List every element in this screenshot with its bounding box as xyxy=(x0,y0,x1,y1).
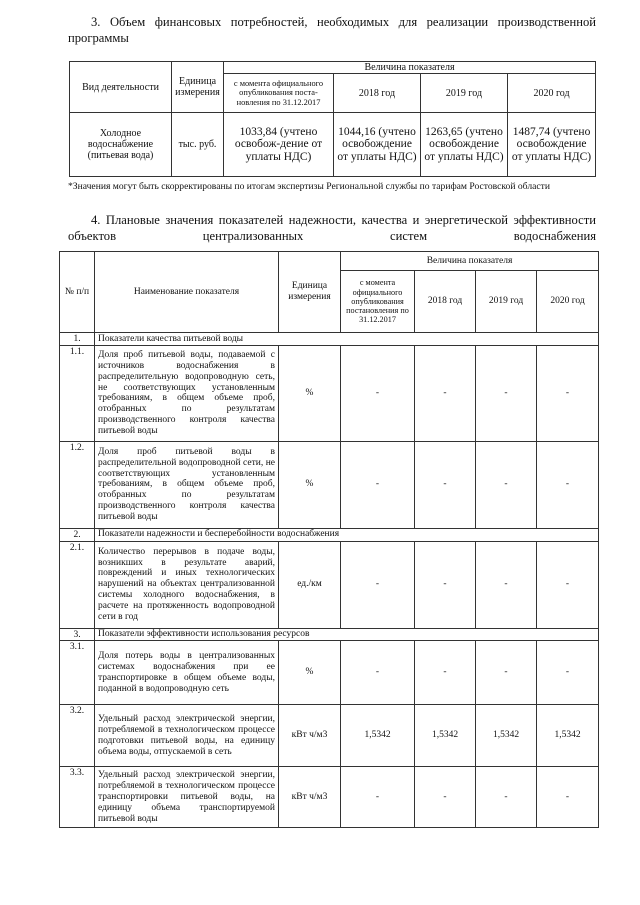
col-2020-header: 2020 год xyxy=(537,271,599,333)
value-2018-cell: - xyxy=(415,541,476,628)
col-2019-header: 2019 год xyxy=(476,271,537,333)
value-2019-cell: - xyxy=(476,441,537,528)
value-since-cell: - xyxy=(341,641,415,705)
value-2019-cell: 1,5342 xyxy=(476,705,537,767)
col-since-header: с момента официального опубликования поста-новления по 31.12.2017 xyxy=(224,74,334,113)
unit-cell: кВт ч/м3 xyxy=(279,767,341,828)
value-2020-cell: - xyxy=(537,441,599,528)
unit-cell: % xyxy=(279,641,341,705)
row-number: 2.1. xyxy=(60,541,95,628)
table-row xyxy=(60,345,599,441)
row-number: 3.1. xyxy=(60,641,95,705)
col-num-header: № п/п xyxy=(60,252,95,333)
section-row xyxy=(60,333,599,346)
section-3-heading: 3. Объем финансовых потребностей, необходимых для реализации производственной программы xyxy=(68,15,596,45)
row-number: 1.2. xyxy=(60,441,95,528)
section-row xyxy=(60,628,599,641)
section-title: Показатели качества питьевой воды xyxy=(95,333,599,346)
value-since-cell: 1033,84 (учтено освобож-дение от уплаты НДС) xyxy=(224,113,334,177)
row-number: 1.1. xyxy=(60,345,95,441)
value-2020-cell: - xyxy=(537,345,599,441)
col-activity-header: Вид деятельности xyxy=(70,62,172,113)
unit-cell: тыс. руб. xyxy=(172,113,224,177)
table-row xyxy=(60,705,599,767)
table-row xyxy=(60,441,599,528)
value-2019-cell: 1263,65 (учтено освобождение от уплаты НДС) xyxy=(421,113,508,177)
value-2018-cell: - xyxy=(415,441,476,528)
value-2018-cell: 1,5342 xyxy=(415,705,476,767)
section-title: Показатели надежности и бесперебойности водоснабжения xyxy=(95,528,599,541)
value-2018-cell: 1044,16 (учтено освобождение от уплаты НДС) xyxy=(334,113,421,177)
value-since-cell: 1,5342 xyxy=(341,705,415,767)
value-2020-cell: - xyxy=(537,541,599,628)
section-number: 2. xyxy=(60,528,95,541)
col-2020-header: 2020 год xyxy=(508,74,596,113)
reliability-indicators-table xyxy=(59,251,599,828)
value-2020-cell: 1,5342 xyxy=(537,705,599,767)
col-unit-header: Единица измерения xyxy=(172,62,224,113)
col-since-header: с момента официального опубликования постановления по 31.12.2017 xyxy=(341,271,415,333)
value-2019-cell: - xyxy=(476,767,537,828)
value-2020-cell: - xyxy=(537,767,599,828)
value-2018-cell: - xyxy=(415,641,476,705)
indicator-name: Удельный расход электрической энергии, потребляемой в технологическом процессе подготовки питьевой воды, на единицу объема воды, отпускаемой в сеть xyxy=(95,705,279,767)
col-value-header: Величина показателя xyxy=(224,62,596,74)
indicator-name: Доля проб питьевой воды, подаваемой с источников водоснабжения в распределительную водопроводную сеть, не соответствующих установленным требованиям, в общем объеме проб, отобранных по результатам производственного контроля качества питьевой воды xyxy=(95,345,279,441)
col-value-header: Величина показателя xyxy=(341,252,599,271)
section-title: Показатели эффективности использования ресурсов xyxy=(95,628,599,641)
activity-cell: Холодное водоснабжение (питьевая вода) xyxy=(70,113,172,177)
value-since-cell: - xyxy=(341,767,415,828)
col-name-header: Наименование показателя xyxy=(95,252,279,333)
footnote: *Значения могут быть скорректированы по итогам экспертизы Региональной службы по тарифам Ростовской области xyxy=(68,181,550,192)
value-since-cell: - xyxy=(341,345,415,441)
indicator-name: Удельный расход электрической энергии, потребляемой в технологическом процессе транспортировки питьевой воды, на единицу объема транспортируемой питьевой воды xyxy=(95,767,279,828)
unit-cell: ед./км xyxy=(279,541,341,628)
section-row xyxy=(60,528,599,541)
table-row xyxy=(60,541,599,628)
table-row xyxy=(60,767,599,828)
indicator-name: Доля потерь воды в централизованных системах водоснабжения при ее транспортировке в общем объеме воды, поданной в водопроводную сеть xyxy=(95,641,279,705)
section-number: 1. xyxy=(60,333,95,346)
row-number: 3.3. xyxy=(60,767,95,828)
value-2018-cell: - xyxy=(415,345,476,441)
table-row xyxy=(60,641,599,705)
col-2019-header: 2019 год xyxy=(421,74,508,113)
indicator-name: Количество перерывов в подаче воды, возникших в результате аварий, повреждений и иных технологических нарушений на объектах централизованной системы холодного водоснабжения, в расчете на протяженность водопроводной сети в год xyxy=(95,541,279,628)
section-number: 3. xyxy=(60,628,95,641)
row-number: 3.2. xyxy=(60,705,95,767)
value-since-cell: - xyxy=(341,541,415,628)
indicator-name: Доля проб питьевой воды в распределительной водопроводной сети, не соответствующих установленным требованиям, в общем объеме проб, отобранных по результатам производственного контроля качества питьевой воды xyxy=(95,441,279,528)
col-2018-header: 2018 год xyxy=(334,74,421,113)
col-unit-header: Единица измерения xyxy=(279,252,341,333)
unit-cell: % xyxy=(279,345,341,441)
financial-needs-table xyxy=(69,61,596,177)
col-2018-header: 2018 год xyxy=(415,271,476,333)
value-2018-cell: - xyxy=(415,767,476,828)
value-2019-cell: - xyxy=(476,345,537,441)
value-2020-cell: 1487,74 (учтено освобождение от уплаты НДС) xyxy=(508,113,596,177)
section-4-heading: 4. Плановые значения показателей надежности, качества и энергетической эффективности объектов централизованных систем водоснабжения xyxy=(68,213,596,243)
unit-cell: кВт ч/м3 xyxy=(279,705,341,767)
value-since-cell: - xyxy=(341,441,415,528)
unit-cell: % xyxy=(279,441,341,528)
value-2019-cell: - xyxy=(476,641,537,705)
value-2020-cell: - xyxy=(537,641,599,705)
value-2019-cell: - xyxy=(476,541,537,628)
